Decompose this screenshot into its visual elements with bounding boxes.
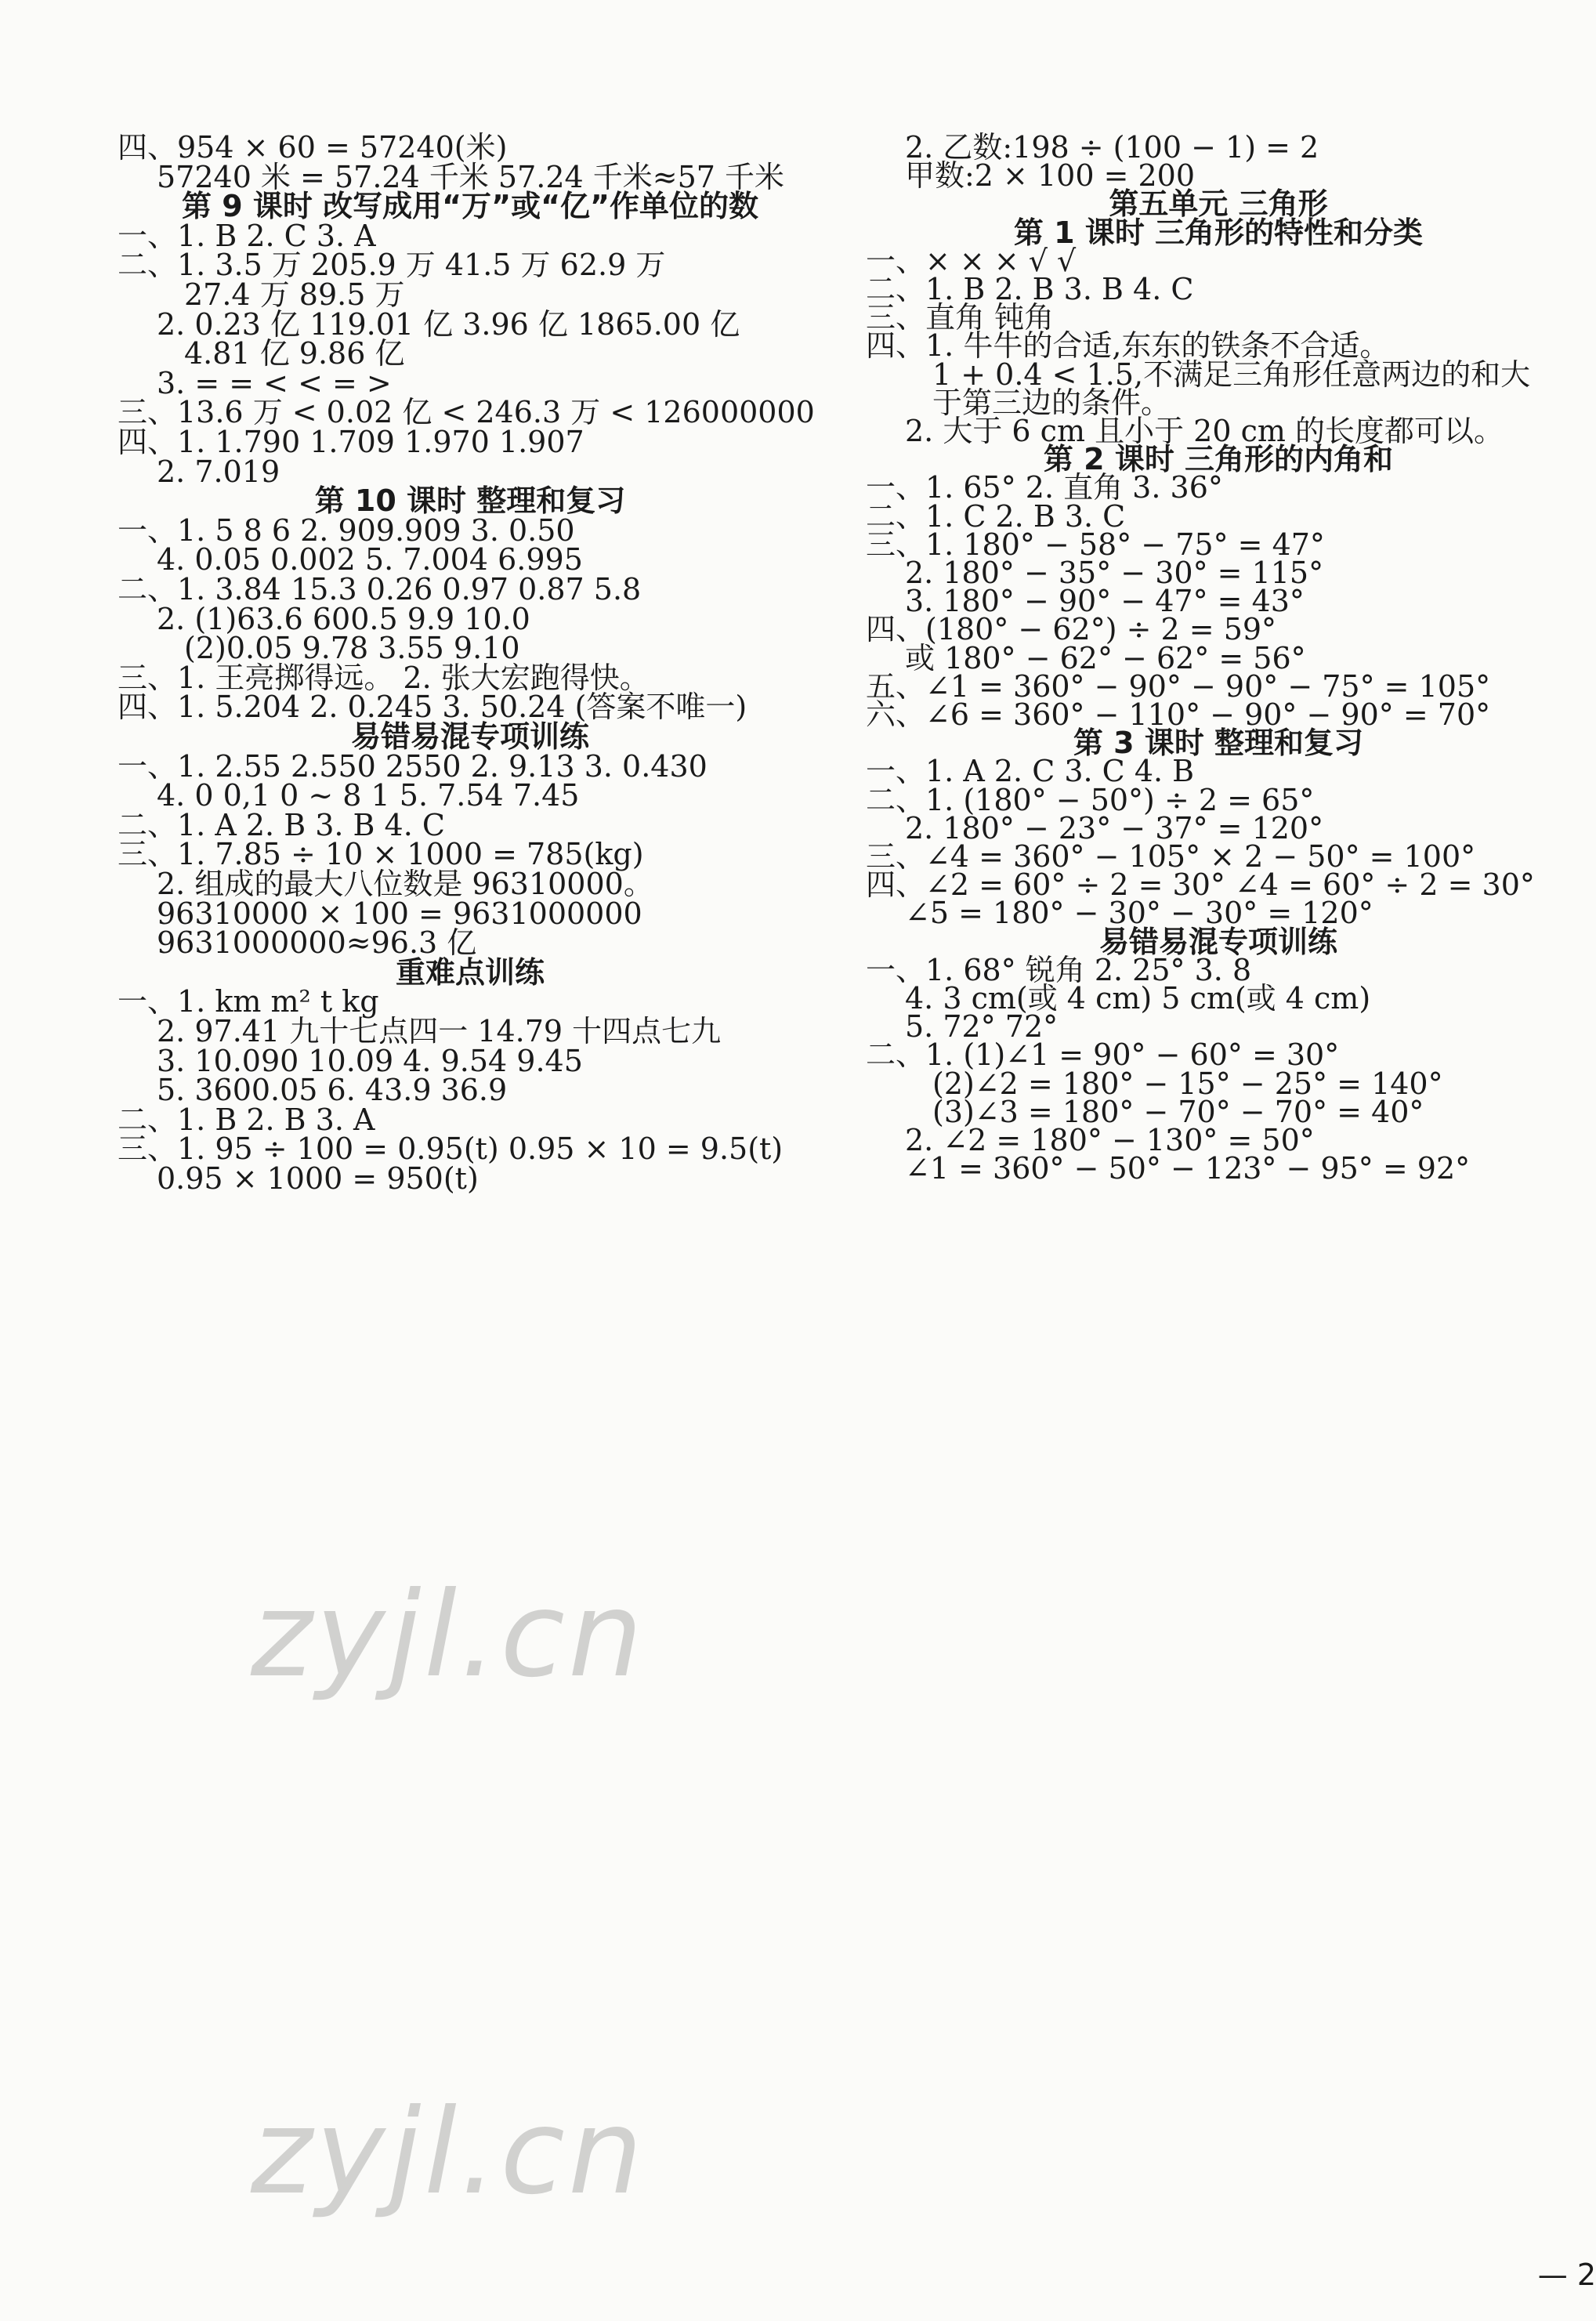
answer-line: 三、1. 95 ÷ 100 = 0.95(t) 0.95 × 10 = 9.5(t) [118,1132,784,1167]
page-number: — 2 [1537,2258,1596,2292]
section-heading: 第 1 课时 三角形的特性和分类 [1013,215,1424,250]
answer-line: 三、1. 王亮掷得远。 2. 张大宏跑得快。 [118,660,650,695]
answer-line: 2. 97.41 九十七点四一 14.79 十四点七九 [157,1014,722,1048]
answer-line: 2. (1)63.6 600.5 9.9 10.0 [157,601,530,636]
answer-line: 57240 米 = 57.24 千米 57.24 千米≈57 千米 [157,159,785,194]
answer-line: 4. 0 0,1 0 ~ 8 1 5. 7.54 7.45 [157,778,580,813]
answer-line: 四、954 × 60 = 57240(米) [118,130,508,165]
section-heading: 第 9 课时 改写成用“万”或“亿”作单位的数 [181,189,759,224]
answer-line: 2. 7.019 [157,454,280,489]
section-heading: 第五单元 三角形 [1109,186,1328,222]
answer-line: 二、1. 3.5 万 205.9 万 41.5 万 62.9 万 [118,248,666,283]
answer-line: 三、13.6 万 < 0.02 亿 < 246.3 万 < 126000000 [118,395,815,430]
answer-line: 四、1. 5.204 2. 0.245 3. 50.24 (答案不唯一) [118,690,747,725]
answer-line: 四、(180° − 62°) ÷ 2 = 59° [866,612,1277,647]
answer-line: 一、1. 68° 锐角 2. 25° 3. 8 [866,952,1252,987]
answer-line: (3)∠3 = 180° − 70° − 70° = 40° [932,1094,1424,1129]
answer-line: 一、1. km m² t kg [118,984,379,1019]
answer-line: 一、1. B 2. C 3. A [118,218,376,253]
answer-line: 三、∠4 = 360° − 105° × 2 − 50° = 100° [866,839,1476,874]
watermark: zyjl.cn [251,2084,646,2221]
watermark: zyjl.cn [251,1567,646,1704]
section-heading: 第 2 课时 三角形的内角和 [1043,442,1394,477]
answer-line: 一、1. A 2. C 3. C 4. B [866,754,1195,789]
section-heading: 第 10 课时 整理和复习 [314,483,626,519]
answer-line: 甲数:2 × 100 = 200 [905,158,1196,194]
section-heading: 重难点训练 [395,954,545,990]
answer-line: 2. 0.23 亿 119.01 亿 3.96 亿 1865.00 亿 [157,306,740,342]
answer-line: 9631000000≈96.3 亿 [157,925,477,961]
answer-line: 4. 3 cm(或 4 cm) 5 cm(或 4 cm) [905,981,1371,1016]
answer-line: 3. = = < < = > [157,365,392,400]
answer-line: 六、∠6 = 360° − 110° − 90° − 90° = 70° [866,697,1491,732]
answer-line: 2. 组成的最大八位数是 96310000。 [157,867,653,901]
answer-line: (2)0.05 9.78 3.55 9.10 [184,631,520,666]
answer-line: ∠1 = 360° − 50° − 123° − 95° = 92° [905,1151,1471,1186]
answer-line: 4.81 亿 9.86 亿 [184,336,405,371]
answer-line: 1 + 0.4 < 1.5,不满足三角形任意两边的和大 [932,357,1531,392]
answer-line: 二、1. B 2. B 3. A [118,1102,375,1137]
answer-line: 2. ∠2 = 180° − 130° = 50° [905,1123,1315,1157]
section-heading: 易错易混专项训练 [1098,924,1337,959]
answer-line: 一、× × × √ √ [866,243,1077,278]
answer-line: 5. 3600.05 6. 43.9 36.9 [157,1073,508,1108]
answer-line: 27.4 万 89.5 万 [184,277,405,312]
answer-line: 三、直角 钝角 [866,300,1055,335]
answer-line: 2. 大于 6 cm 且小于 20 cm 的长度都可以。 [905,414,1504,448]
answer-line: 二、1. B 2. B 3. B 4. C [866,272,1194,306]
answer-line: 3. 10.090 10.09 4. 9.54 9.45 [157,1043,583,1078]
answer-line: 2. 180° − 23° − 37° = 120° [905,810,1324,845]
section-heading: 第 3 课时 整理和复习 [1073,726,1364,761]
answer-line: 或 180° − 62° − 62° = 56° [905,640,1306,675]
answer-line: 二、1. A 2. B 3. B 4. C [118,807,445,842]
answer-line: 四、∠2 = 60° ÷ 2 = 30° ∠4 = 60° ÷ 2 = 30° [866,867,1535,903]
answer-line: 一、1. 5 8 6 2. 909.909 3. 0.50 [118,512,575,548]
answer-line: 2. 乙数:198 ÷ (100 − 1) = 2 [905,130,1319,165]
answer-line: 二、1. C 2. B 3. C [866,498,1126,534]
answer-line: 5. 72° 72° [905,1009,1059,1045]
answer-line: 于第三边的条件。 [932,385,1171,420]
answer-line: 五、∠1 = 360° − 90° − 90° − 75° = 105° [866,668,1491,704]
answer-line: 三、1. 7.85 ÷ 10 × 1000 = 785(kg) [118,837,644,872]
answer-line: 一、1. 2.55 2.550 2550 2. 9.13 3. 0.430 [118,748,708,784]
answer-line: 一、1. 65° 2. 直角 3. 36° [866,470,1223,505]
answer-line: ∠5 = 180° − 30° − 30° = 120° [905,896,1373,931]
answer-line: 二、1. (180° − 50°) ÷ 2 = 65° [866,782,1315,817]
section-heading: 易错易混专项训练 [350,719,589,754]
answer-line: 2. 180° − 35° − 30° = 115° [905,556,1324,590]
answer-line: 0.95 × 1000 = 950(t) [157,1161,479,1196]
answer-line: 96310000 × 100 = 9631000000 [157,896,642,931]
answer-line: 四、1. 牛牛的合适,东东的铁条不合适。 [866,328,1390,364]
answer-line: 4. 0.05 0.002 5. 7.004 6.995 [157,542,583,578]
answer-line: (2)∠2 = 180° − 15° − 25° = 140° [932,1066,1443,1101]
answer-line: 二、1. (1)∠1 = 90° − 60° = 30° [866,1037,1340,1073]
answer-line: 四、1. 1.790 1.709 1.970 1.907 [118,425,584,459]
answer-line: 三、1. 180° − 58° − 75° = 47° [866,527,1325,562]
answer-line: 3. 180° − 90° − 47° = 43° [905,584,1305,619]
answer-line: 二、1. 3.84 15.3 0.26 0.97 0.87 5.8 [118,572,642,607]
